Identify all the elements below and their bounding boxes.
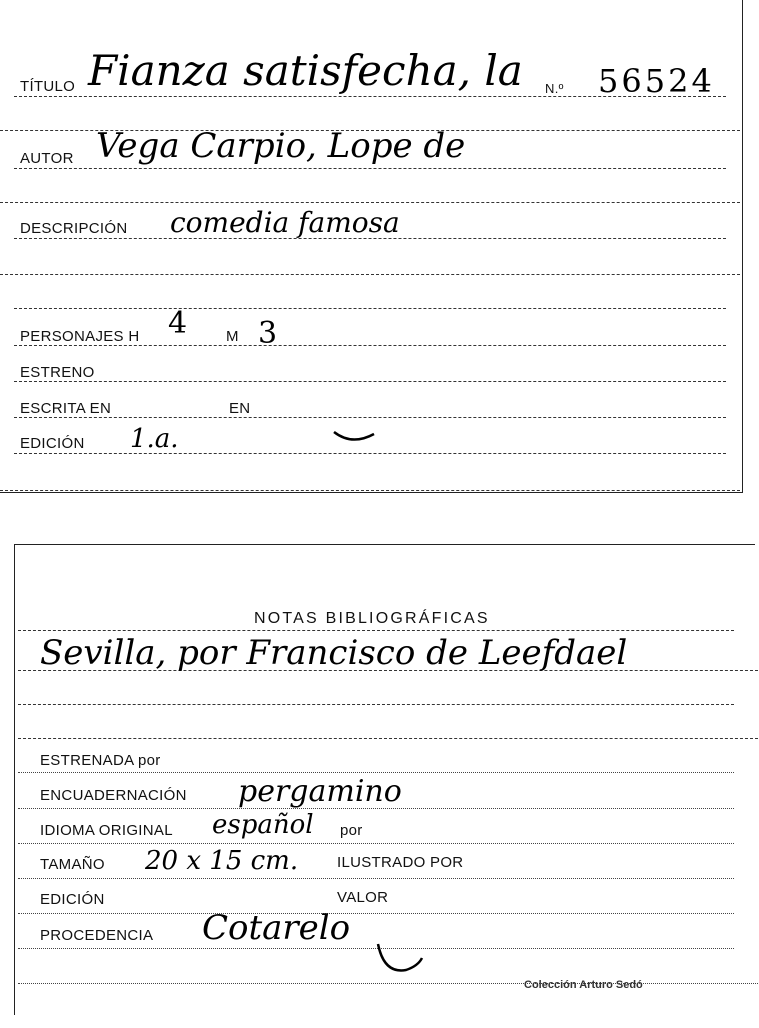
form-line (18, 913, 734, 914)
ink-smear-mark (330, 426, 380, 446)
edicion-label-bottom: EDICIÓN (40, 891, 105, 908)
form-line (18, 983, 758, 984)
estreno-label: ESTRENO (20, 364, 95, 381)
form-line (14, 345, 726, 346)
edicion-handwritten: 1.a. (130, 424, 179, 454)
notas-handwritten: Sevilla, por Francisco de Leefdael (40, 633, 628, 673)
ilustrado-label: ILUSTRADO POR (337, 854, 464, 871)
personajes-h-handwritten: 4 (168, 306, 188, 341)
form-line (18, 704, 734, 705)
form-line (14, 381, 726, 382)
idioma-handwritten: español (212, 810, 314, 840)
valor-label: VALOR (337, 889, 389, 906)
tamano-handwritten: 20 x 15 cm. (145, 846, 299, 876)
procedencia-handwritten: Cotarelo (202, 908, 351, 948)
form-line (0, 274, 740, 275)
form-line (18, 772, 734, 773)
numero-label: N.º (545, 81, 564, 96)
form-line (14, 453, 726, 454)
por-label: por (340, 822, 363, 839)
form-line (0, 202, 740, 203)
form-line (18, 630, 734, 631)
collection-credit: Colección Arturo Sedó (524, 979, 643, 991)
form-line (18, 878, 734, 879)
procedencia-label: PROCEDENCIA (40, 927, 154, 944)
ink-smear-mark (372, 938, 428, 978)
escrita-en-label: ESCRITA EN (20, 400, 112, 417)
form-line (0, 490, 740, 491)
titulo-label: TÍTULO (20, 78, 76, 95)
form-line (18, 843, 734, 844)
descripcion-handwritten: comedia famosa (170, 206, 400, 239)
idioma-label: IDIOMA ORIGINAL (40, 822, 173, 839)
autor-handwritten: Vega Carpio, Lope de (96, 126, 466, 166)
form-line (14, 417, 726, 418)
edicion-label: EDICIÓN (20, 435, 85, 452)
encuadernacion-label: ENCUADERNACIÓN (40, 787, 187, 804)
estrenada-label: ESTRENADA por (40, 752, 161, 769)
titulo-handwritten: Fianza satisfecha, la (88, 46, 523, 95)
tamano-label: TAMAÑO (40, 856, 105, 873)
notas-heading: NOTAS BIBLIOGRÁFICAS (254, 610, 490, 627)
personajes-m-handwritten: 3 (258, 316, 278, 351)
en-label: EN (229, 400, 251, 417)
encuadernacion-handwritten: pergamino (238, 774, 402, 809)
personajes-m-label: M (226, 328, 239, 345)
autor-label: AUTOR (20, 150, 74, 167)
personajes-label: PERSONAJES H (20, 328, 140, 345)
numero-handwritten: 56524 (598, 62, 715, 100)
form-line (14, 308, 726, 309)
descripcion-label: DESCRIPCIÓN (20, 220, 128, 237)
form-line (14, 168, 726, 169)
form-line (18, 738, 758, 739)
